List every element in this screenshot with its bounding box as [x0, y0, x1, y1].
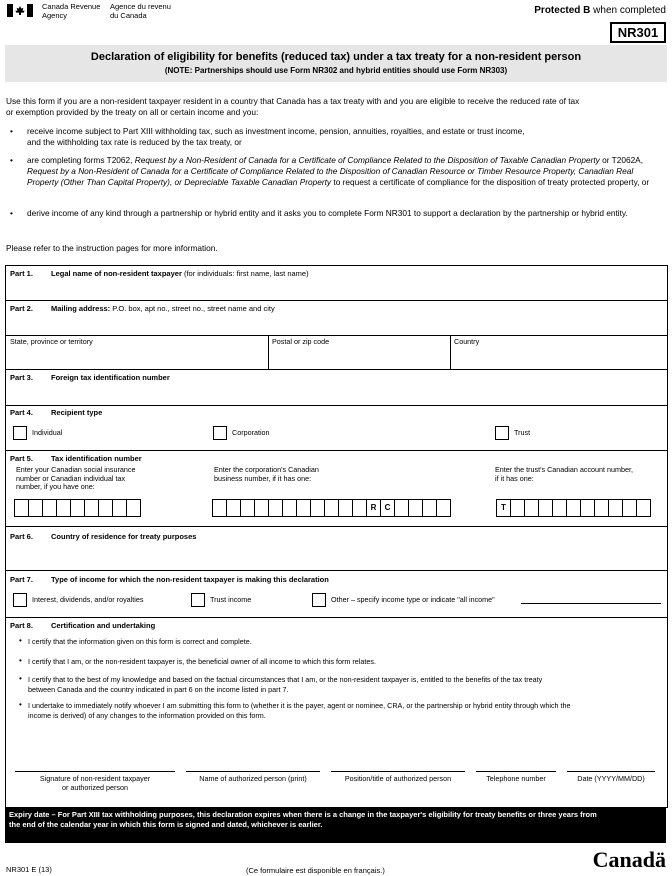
state-input[interactable]: [6, 348, 268, 368]
cert-3: [28, 675, 648, 694]
legal-name-input[interactable]: [6, 280, 667, 300]
bullet2-form-t2062a: Request by a Non-Resident of Canada for a Certificate of Compliance Related to the Disposition of Canadian Resource or Timber Resource Property, Canadian Real Property (Other Than Capital Property), or Depreciable Taxable Canadian Property: [27, 166, 634, 187]
part8-number: Part 8.: [10, 621, 33, 630]
agency-fr-line1: Agence du revenu: [110, 2, 171, 11]
cert-1: I certify that the information given on this form is correct and complete.: [28, 637, 252, 646]
cert4-line2: income is derived) of any changes to the information provided on this form.: [28, 710, 266, 720]
part2-hint: P.O. box, apt no., street no., street name and city: [110, 304, 275, 313]
expiry-line2: the end of the calendar year in which this form is signed and dated, whichever is earlier.: [9, 820, 323, 829]
part5-title: Tax identification number: [51, 454, 142, 463]
protected-rest: when completed: [593, 5, 666, 16]
agency-name-en: [42, 3, 100, 20]
bullet-icon: •: [19, 636, 22, 645]
agency-en-line2: Agency: [42, 10, 68, 20]
part1-hint: (for individuals: first name, last name): [181, 269, 309, 278]
state-label: State, province or territory: [10, 337, 93, 346]
form-grid: [5, 265, 668, 808]
part4-title: Recipient type: [51, 408, 103, 417]
part1-title: [51, 269, 309, 278]
rc-c-cell: C: [381, 500, 395, 516]
trust-income-label: Trust income: [210, 595, 252, 604]
bullet-icon: •: [10, 208, 13, 218]
part2-number: Part 2.: [10, 304, 33, 313]
part7-number: Part 7.: [10, 575, 33, 584]
part3-title: Foreign tax identification number: [51, 373, 170, 382]
bullet1-line2: and the withholding tax rate is reduced by the tax treaty, or: [27, 137, 242, 147]
position-input[interactable]: [331, 771, 465, 772]
trust-checkbox[interactable]: [495, 426, 509, 440]
expiry-notice: [5, 807, 666, 843]
foreign-tin-input[interactable]: [6, 384, 667, 404]
individual-label: Individual: [32, 428, 63, 437]
position-label: Position/title of authorized person: [344, 774, 452, 783]
page-title: Declaration of eligibility for benefits (reduced tax) under a tax treaty for a non-resident person: [90, 51, 582, 63]
bullet-icon: •: [19, 656, 22, 665]
bullet-icon: •: [10, 155, 13, 165]
sin-input[interactable]: [14, 499, 141, 517]
trust-account-input[interactable]: [496, 499, 651, 517]
signature-label: [15, 775, 175, 792]
intro-line2: or exemption provided by the treaty on all or certain income and you:: [6, 107, 259, 117]
agency-fr-line2: du Canada: [110, 10, 147, 20]
trust-t-cell: T: [497, 500, 511, 516]
bullet2-text-b: or T2062A,: [602, 155, 644, 165]
interest-checkbox[interactable]: [13, 593, 27, 607]
refer-text: Please refer to the instruction pages for more information.: [6, 243, 218, 253]
country-input[interactable]: [451, 348, 667, 368]
date-input[interactable]: [567, 771, 655, 772]
ta-label-line1: Enter the trust's Canadian account number,: [495, 465, 634, 474]
form-number: NR301: [610, 22, 666, 43]
bullet-icon: •: [10, 126, 13, 136]
cert-2: I certify that I am, or the non-resident taxpayer is, the beneficial owner of all income to which this form relates.: [28, 657, 376, 666]
bn-label: [214, 466, 319, 483]
bn-label-line1: Enter the corporation's Canadian: [214, 465, 319, 474]
corporation-label: Corporation: [232, 428, 270, 437]
part4-number: Part 4.: [10, 408, 33, 417]
sin-label-line3: number, if you have one:: [16, 482, 95, 491]
ta-label-line2: if it has one:: [495, 473, 534, 483]
part8-title: Certification and undertaking: [51, 621, 156, 630]
canada-wordmark: Canadä: [592, 847, 666, 872]
telephone-input[interactable]: [476, 771, 556, 772]
cert4-line1: I undertake to immediately notify whoever I am submitting this form to (whether it is the payer, agent or nominee, CRA, or the partnership or hybrid entity through which the: [28, 701, 571, 710]
other-income-input[interactable]: [521, 603, 661, 604]
canada-flag-icon: [7, 4, 33, 17]
individual-checkbox[interactable]: [13, 426, 27, 440]
part3-number: Part 3.: [10, 373, 33, 382]
form-code: NR301 E (13): [6, 865, 52, 874]
intro-bullet-1: [27, 126, 661, 148]
protected-label: [534, 5, 666, 16]
country-label: Country: [454, 337, 480, 346]
trust-label: Trust: [514, 428, 531, 437]
signature-input[interactable]: [15, 771, 175, 772]
part1-title-text: Legal name of non-resident taxpayer: [51, 269, 182, 278]
french-availability: (Ce formulaire est disponible en français.): [246, 866, 385, 875]
part2-title: [51, 304, 275, 313]
cert3-line1: I certify that to the best of my knowledge and based on the factual circumstances that I am, or the non-resident taxpayer is, entitled to the benefits of the tax treaty: [28, 675, 543, 684]
part1-number: Part 1.: [10, 269, 33, 278]
intro-paragraph: [6, 96, 666, 118]
agency-name-fr: [110, 3, 171, 20]
postal-input[interactable]: [269, 348, 450, 368]
telephone-label: Telephone number: [486, 774, 546, 783]
sin-label-line2: number or Canadian individual tax: [16, 473, 126, 483]
bullet-icon: •: [19, 674, 22, 683]
name-label: Name of authorized person (print): [199, 774, 307, 783]
bullet2-text-c: to request a certificate of compliance for the disposition of treaty protected property, or: [331, 177, 650, 187]
sin-label-line1: Enter your Canadian social insurance: [16, 465, 136, 474]
date-label: Date (YYYY/MM/DD): [577, 774, 645, 783]
bullet-icon: •: [19, 700, 22, 709]
cert-4: [28, 701, 648, 720]
intro-line1: Use this form if you are a non-resident taxpayer resident in a country that Canada has a tax treaty with and you are eligible to receive the reduced rate of tax: [6, 96, 580, 106]
part6-title: Country of residence for treaty purposes: [51, 532, 197, 541]
title-note: (NOTE: Partnerships should use Form NR302 and hybrid entities should use Form NR303): [164, 66, 508, 75]
corporation-checkbox[interactable]: [213, 426, 227, 440]
interest-label: Interest, dividends, and/or royalties: [32, 595, 144, 604]
trust-income-checkbox[interactable]: [191, 593, 205, 607]
authorized-name-input[interactable]: [186, 771, 320, 772]
cert3-line2: between Canada and the country indicated in part 6 on the income listed in part 7.: [28, 684, 289, 694]
expiry-line1: Expiry date – For Part XIII tax withholding purposes, this declaration expires when there is a change in the taxpayer's eligibility for treaty benefits or three years from: [9, 810, 597, 819]
signature-label-line2: or authorized person: [62, 782, 128, 792]
part2-title-text: Mailing address:: [51, 304, 111, 313]
treaty-country-input[interactable]: [6, 544, 667, 570]
rc-r-cell: R: [367, 500, 381, 516]
part6-number: Part 6.: [10, 532, 33, 541]
mailing-address-input[interactable]: [6, 314, 667, 334]
signature-label-line1: Signature of non-resident taxpayer: [39, 774, 151, 783]
other-income-label: Other – specify income type or indicate "all income": [331, 595, 495, 604]
title-box: [5, 45, 667, 82]
postal-label: Postal or zip code: [272, 337, 330, 346]
intro-bullet-3: derive income of any kind through a partnership or hybrid entity and it asks you to complete Form NR301 to support a declaration by the partnership or hybrid entity.: [27, 208, 628, 218]
bullet1-line1: receive income subject to Part XIII withholding tax, such as investment income, pension, annuities, royalties, and estate or trust income,: [27, 126, 525, 136]
part7-title: Type of income for which the non-resident taxpayer is making this declaration: [51, 575, 329, 584]
intro-bullet-2: [27, 155, 661, 188]
protected-b: Protected B: [534, 5, 591, 16]
business-number-input[interactable]: [212, 499, 451, 517]
bullet2-form-t2062: Request by a Non-Resident of Canada for a Certificate of Compliance Related to the Disposition of Taxable Canadian Property: [134, 155, 600, 165]
trust-account-label: [495, 466, 633, 483]
other-income-checkbox[interactable]: [312, 593, 326, 607]
bullet2-text-a: are completing forms T2062,: [27, 155, 135, 165]
sin-label: [16, 466, 135, 492]
bn-label-line2: business number, if it has one:: [214, 473, 312, 483]
part5-number: Part 5.: [10, 454, 33, 463]
agency-en-line1: Canada Revenue: [42, 2, 101, 11]
